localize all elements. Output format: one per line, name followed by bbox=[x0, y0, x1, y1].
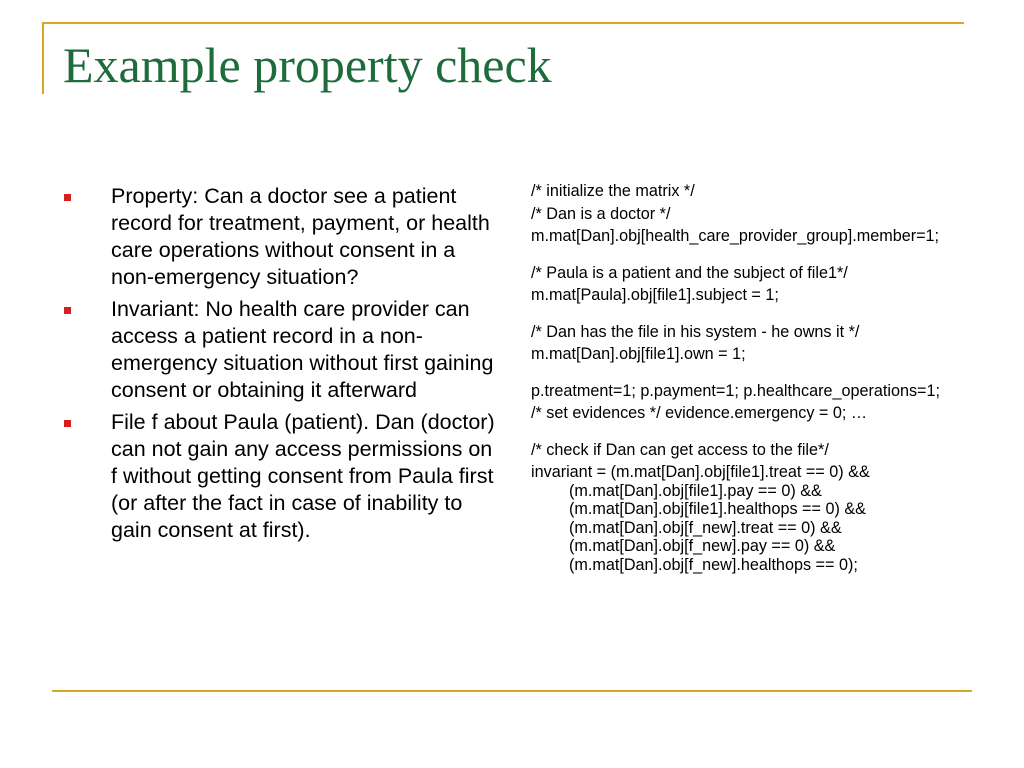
left-rule bbox=[42, 22, 44, 94]
code-line: m.mat[Dan].obj[health_care_provider_group].member=1; bbox=[531, 227, 940, 245]
square-bullet-icon bbox=[64, 307, 71, 314]
code-line: /* initialize the matrix */ bbox=[531, 182, 695, 200]
bullet-text: Invariant: No health care provider can access a patient record in a non-emergency situation without first gaining consent or obtaining it afterward bbox=[111, 297, 494, 402]
code-block-init bbox=[531, 182, 979, 246]
code-block-owner bbox=[531, 323, 979, 364]
square-bullet-icon bbox=[64, 420, 71, 427]
bullet-item-invariant bbox=[64, 296, 504, 404]
square-bullet-icon bbox=[64, 194, 71, 201]
bullet-item-property bbox=[64, 183, 504, 291]
code-block-purposes bbox=[531, 382, 979, 423]
code-line: /* Paula is a patient and the subject of file1*/ bbox=[531, 263, 848, 282]
code-listing bbox=[531, 182, 979, 592]
bullet-list bbox=[64, 183, 504, 549]
slide-title: Example property check bbox=[63, 37, 552, 93]
code-line: /* check if Dan can get access to the file*/ bbox=[531, 440, 829, 459]
code-line: m.mat[Paula].obj[file1].subject = 1; bbox=[531, 286, 779, 304]
code-line: /* Dan has the file in his system - he owns it */ bbox=[531, 322, 860, 341]
code-line: /* Dan is a doctor */ bbox=[531, 204, 671, 223]
code-line: p.treatment=1; p.payment=1; p.healthcare_operations=1; bbox=[531, 381, 941, 400]
bullet-text: File f about Paula (patient). Dan (doctor) can not gain any access permissions on f without getting consent from Paula first (or after the fact in case of inability to gain consent at first). bbox=[111, 410, 495, 542]
top-rule bbox=[42, 22, 964, 24]
code-block-invariant bbox=[531, 441, 979, 575]
bottom-rule bbox=[52, 690, 972, 692]
bullet-text: Property: Can a doctor see a patient record for treatment, payment, or health care operations without consent in a non-emergency situation? bbox=[111, 184, 490, 289]
code-block-patient bbox=[531, 264, 979, 305]
code-line: m.mat[Dan].obj[file1].own = 1; bbox=[531, 345, 746, 363]
code-line: invariant = (m.mat[Dan].obj[file1].treat == 0) && (m.mat[Dan].obj[file1].pay == 0) && (m.mat[Dan].obj[file1].healthops == 0) && (m.mat[Dan].obj[f_new].treat == 0) && (m.mat[Dan].obj[f_new].pay == 0) && (m.mat[Dan].obj[f_new].healthops == 0); bbox=[531, 463, 870, 574]
bullet-item-file bbox=[64, 409, 504, 544]
code-line: /* set evidences */ evidence.emergency = 0; … bbox=[531, 404, 868, 422]
